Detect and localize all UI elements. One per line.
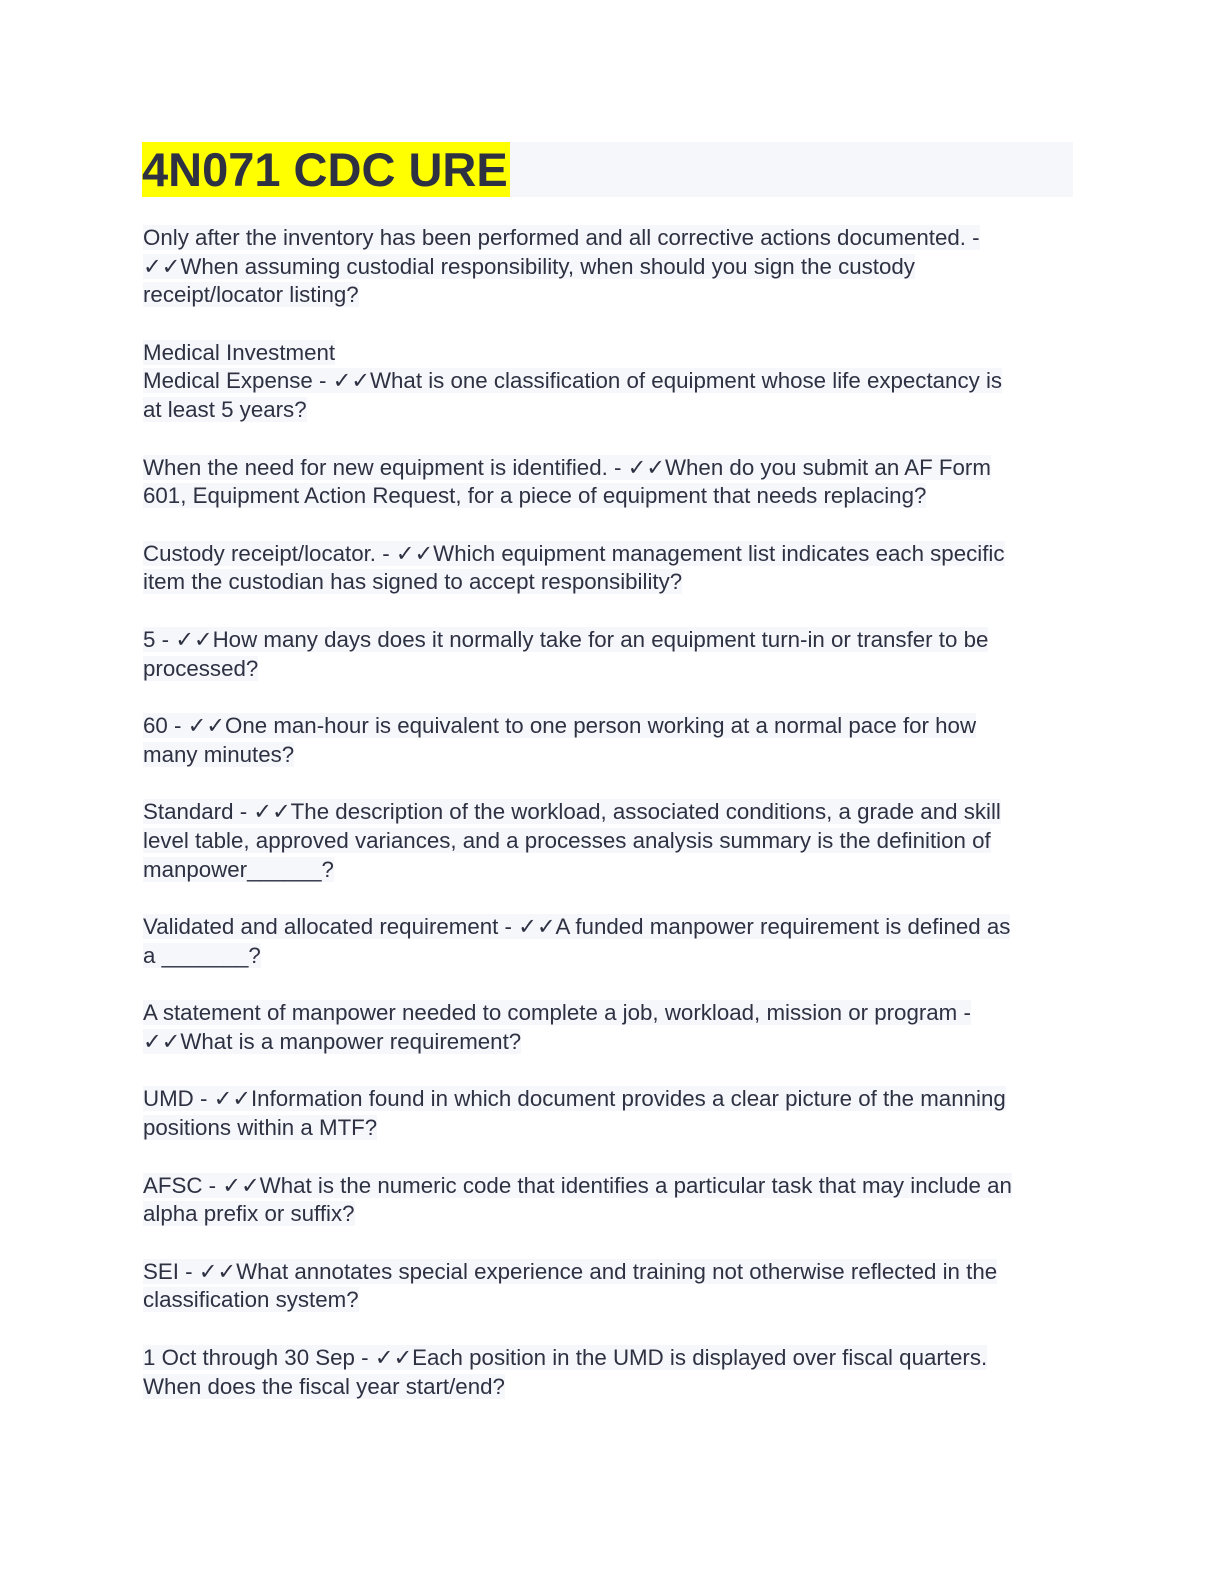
- text-line: [143, 626, 1083, 655]
- text-line: [143, 540, 1083, 569]
- text-line: [143, 1344, 1083, 1373]
- text-line-content: at least 5 years?: [143, 396, 307, 422]
- text-line-content: Medical Expense - ✓✓What is one classification of equipment whose life expectancy is: [143, 368, 1003, 394]
- text-line-content: alpha prefix or suffix?: [143, 1201, 355, 1227]
- text-line-content: 1 Oct through 30 Sep - ✓✓Each position in the UMD is displayed over fiscal quarters.: [143, 1345, 988, 1371]
- text-line-content: 601, Equipment Action Request, for a piece of equipment that needs replacing?: [143, 483, 927, 509]
- text-line: [143, 1028, 1083, 1057]
- qa-item: [143, 626, 1083, 683]
- text-line: [143, 281, 1083, 310]
- text-line: [143, 856, 1083, 885]
- text-line-content: processed?: [143, 655, 259, 681]
- text-line: [143, 482, 1083, 511]
- text-line: [143, 396, 1083, 425]
- text-line-content: level table, approved variances, and a processes analysis summary is the definition of: [143, 827, 991, 853]
- qa-item: [143, 540, 1083, 597]
- text-line: [143, 1373, 1083, 1402]
- text-line-content: AFSC - ✓✓What is the numeric code that identifies a particular task that may include an: [143, 1172, 1012, 1198]
- text-line: [143, 339, 1083, 368]
- text-line: [143, 712, 1083, 741]
- text-line-content: a _______?: [143, 942, 261, 968]
- text-line: [143, 741, 1083, 770]
- text-line: [143, 568, 1083, 597]
- text-line-content: Only after the inventory has been performed and all corrective actions documented. -: [143, 225, 980, 250]
- qa-item: [143, 798, 1083, 884]
- text-line-content: Medical Investment: [143, 339, 336, 365]
- qa-item: [143, 1258, 1083, 1315]
- text-line-content: item the custodian has signed to accept responsibility?: [143, 569, 683, 595]
- text-line-content: Validated and allocated requirement - ✓✓A funded manpower requirement is defined as: [143, 914, 1011, 940]
- text-line: [143, 655, 1083, 684]
- text-line: [143, 942, 1083, 971]
- text-line-content: ✓✓When assuming custodial responsibility, when should you sign the custody: [143, 253, 915, 279]
- text-line-content: receipt/locator listing?: [143, 282, 359, 308]
- text-line-content: many minutes?: [143, 741, 295, 767]
- qa-item: [143, 999, 1083, 1056]
- qa-item: [143, 1172, 1083, 1229]
- text-line: [143, 1085, 1083, 1114]
- text-line: [143, 1286, 1083, 1315]
- text-line-content: When the need for new equipment is identified. - ✓✓When do you submit an AF Form: [143, 454, 991, 480]
- qa-item: [143, 339, 1083, 425]
- qa-item: [143, 454, 1083, 511]
- text-line-content: 5 - ✓✓How many days does it normally take for an equipment turn-in or transfer to be: [143, 626, 989, 652]
- text-line-content: A statement of manpower needed to complete a job, workload, mission or program -: [143, 1000, 971, 1026]
- text-line: [143, 1172, 1083, 1201]
- qa-item: [143, 712, 1083, 769]
- text-line: [143, 367, 1083, 396]
- qa-item: [143, 913, 1083, 970]
- page-title: 4N071 CDC URE: [142, 143, 508, 196]
- text-line-content: ✓✓What is a manpower requirement?: [143, 1028, 522, 1054]
- text-line: [143, 798, 1083, 827]
- text-line: [143, 454, 1083, 483]
- text-line-content: Custody receipt/locator. - ✓✓Which equipment management list indicates each specific: [143, 540, 1005, 566]
- text-line-content: manpower______?: [143, 856, 334, 882]
- text-line-content: When does the fiscal year start/end?: [143, 1373, 505, 1399]
- text-line: [143, 253, 1083, 282]
- text-line: [143, 999, 1083, 1028]
- text-line: [143, 224, 1083, 253]
- text-line: [143, 827, 1083, 856]
- text-line: [143, 1114, 1083, 1143]
- text-line-content: 60 - ✓✓One man-hour is equivalent to one person working at a normal pace for how: [143, 713, 977, 739]
- text-line-content: SEI - ✓✓What annotates special experience and training not otherwise reflected in the: [143, 1258, 998, 1284]
- qa-list: [143, 224, 1083, 1430]
- text-line-content: classification system?: [143, 1287, 359, 1313]
- text-line-content: UMD - ✓✓Information found in which document provides a clear picture of the manning: [143, 1086, 1006, 1112]
- qa-item: [143, 224, 1083, 310]
- text-line-content: Standard - ✓✓The description of the workload, associated conditions, a grade and skill: [143, 799, 1001, 825]
- qa-item: [143, 1085, 1083, 1142]
- text-line: [143, 913, 1083, 942]
- qa-item: [143, 1344, 1083, 1401]
- text-line: [143, 1258, 1083, 1287]
- text-line: [143, 1200, 1083, 1229]
- text-line-content: positions within a MTF?: [143, 1115, 378, 1141]
